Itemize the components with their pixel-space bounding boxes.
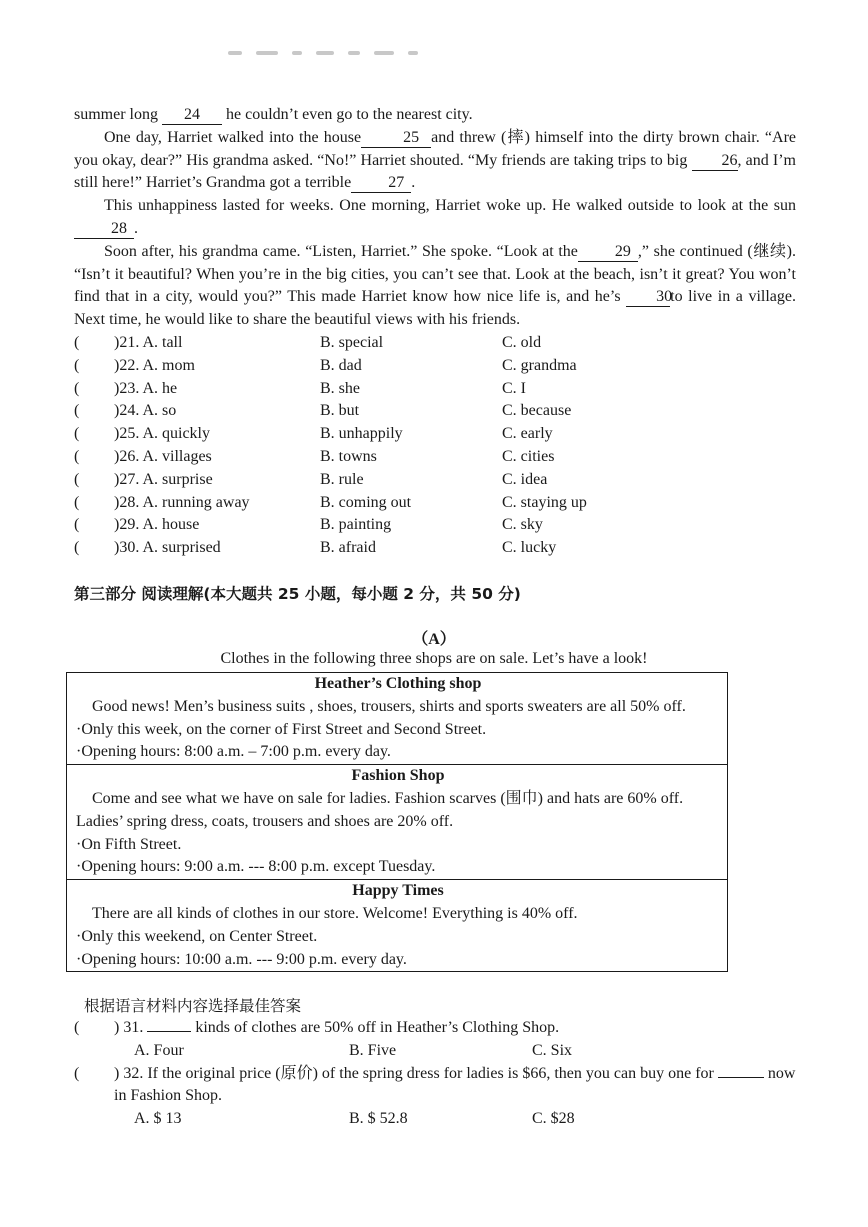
option-a <box>114 332 182 355</box>
option-a-text: A. he <box>142 379 178 397</box>
shop-description: There are all kinds of clothes in our store. Welcome! Everything is 40% off. <box>92 904 578 922</box>
option-b: B. $ 52.8 <box>349 1110 408 1128</box>
option-b: B. but <box>320 402 360 420</box>
option-a-text: A. running away <box>142 493 250 511</box>
question-text-tail: now in Fashion Shop. <box>114 1064 796 1105</box>
question-text-tail: kinds of clothes are 50% off in Heather’s Clothing Shop. <box>191 1019 560 1036</box>
option-c: C. $28 <box>532 1110 575 1128</box>
shop-cell-heathers <box>67 673 728 765</box>
option-b: B. dad <box>320 356 362 374</box>
option-a <box>114 469 213 492</box>
answer-paren: ( <box>74 470 80 488</box>
instruction-text: 根据语言材料内容选择最佳答案 <box>84 997 302 1015</box>
option-c: C. sky <box>502 516 543 534</box>
shop-hours: ·Opening hours: 10:00 a.m. --- 9:00 p.m. every day. <box>76 950 407 968</box>
blank-27: 27 <box>351 174 411 193</box>
shop-location: ·Only this week, on the corner of First Street and Second Street. <box>76 720 487 738</box>
question-text <box>114 1063 796 1109</box>
shop-row <box>67 765 728 880</box>
blank-26: 26 <box>692 152 738 171</box>
answer-paren: ( <box>74 402 80 420</box>
option-a <box>114 446 212 469</box>
option-a <box>114 514 199 537</box>
shop-row <box>67 673 728 765</box>
question-number: )29. <box>114 516 140 534</box>
answer-paren: ( <box>74 425 80 443</box>
question-number: )25. <box>114 425 140 443</box>
passage-paragraph-2 <box>74 127 796 195</box>
question-text <box>114 1017 796 1040</box>
shop-location: ·Only this weekend, on Center Street. <box>76 927 318 945</box>
option-c: C. lucky <box>502 539 557 557</box>
question-32-options <box>74 1108 796 1131</box>
option-b: B. towns <box>320 447 377 465</box>
answer-paren: ( <box>74 493 80 511</box>
option-c: C. old <box>502 334 542 351</box>
option-b: B. rule <box>320 470 364 488</box>
cloze-passage <box>74 104 796 332</box>
option-a: A. Four <box>134 1041 184 1059</box>
option-a <box>114 378 177 401</box>
passage-text: summer long <box>74 106 162 123</box>
option-b: B. painting <box>320 516 392 534</box>
option-b: B. unhappily <box>320 425 403 443</box>
answer-blank <box>147 1031 191 1032</box>
passage-text: he couldn’t even go to the nearest city. <box>222 106 473 123</box>
option-row <box>74 492 796 515</box>
option-c: C. I <box>502 379 526 397</box>
answer-paren: ( <box>74 1019 80 1036</box>
question-number: )22. <box>114 356 140 374</box>
option-row <box>74 378 796 401</box>
question-number: )27. <box>114 470 140 488</box>
answer-paren: ( <box>74 379 80 397</box>
option-row <box>74 446 796 469</box>
shop-hours: ·Opening hours: 8:00 a.m. – 7:00 p.m. every day. <box>76 743 391 761</box>
option-row <box>74 514 796 537</box>
shop-hours: ·Opening hours: 9:00 a.m. --- 8:00 p.m. except Tuesday. <box>76 858 436 876</box>
passage-text: Soon after, his grandma came. “Listen, Harriet.” She spoke. “Look at the <box>104 242 578 260</box>
shop-cell-fashion <box>67 765 728 880</box>
option-c: C. early <box>502 425 553 443</box>
question-number: )30. <box>114 539 140 557</box>
question-31 <box>74 1017 796 1040</box>
passage-text: . <box>411 174 416 192</box>
shop-table <box>66 672 728 972</box>
passage-text: and threw (摔) himself into the dirty brown chair. “Are you okay, dear?” His grandma asked. “No!” Harriet shouted. “My friends are taking trips to big <box>74 128 796 169</box>
option-b: B. coming out <box>320 493 412 511</box>
paren-close: ) <box>114 1019 120 1036</box>
option-row <box>74 537 796 560</box>
question-32 <box>74 1063 796 1109</box>
option-a-text: A. villages <box>142 447 212 465</box>
passage-text: This unhappiness lasted for weeks. One morning, Harriet woke up. He walked outside to look at the sun <box>104 197 796 215</box>
option-a <box>114 492 250 515</box>
question-number: )23. <box>114 379 140 397</box>
reading-questions <box>74 1017 796 1131</box>
question-31-options <box>74 1040 796 1063</box>
option-c: C. grandma <box>502 356 577 374</box>
option-b: B. she <box>320 379 360 397</box>
option-a-text: A. quickly <box>142 425 210 443</box>
option-a-text: A. house <box>142 516 200 534</box>
answer-blank <box>718 1077 764 1078</box>
option-row <box>74 332 796 355</box>
passage-text: ,” she continued (继续). “Isn’t it beautiful? When you’re in the big cities, you can’t see that. Look at the beach, isn’t it great? You won’t find that in a city, would you?” This made Harriet know how nice life is, and he’s <box>74 242 796 306</box>
shop-name: Happy Times <box>352 882 444 900</box>
passage-paragraph-3 <box>74 195 796 241</box>
blank-29: 29 <box>578 243 638 262</box>
option-c: C. staying up <box>502 493 587 511</box>
passage-text: One day, Harriet walked into the house <box>104 128 362 146</box>
option-row <box>74 400 796 423</box>
top-edge-marks <box>228 42 488 52</box>
question-number: 31. <box>119 1019 148 1036</box>
option-row <box>74 355 796 378</box>
answer-paren: ( <box>74 447 80 465</box>
passage-text: . <box>134 219 138 237</box>
option-a <box>114 423 210 446</box>
option-a-text: A. surprise <box>142 470 213 488</box>
question-number: )24. <box>114 402 140 420</box>
blank-28: 28 <box>74 220 134 239</box>
option-a: A. $ 13 <box>134 1110 182 1128</box>
section-heading: 第三部分 阅读理解(本大题共 25 小题，每小题 2 分，共 50 分) <box>74 585 521 603</box>
option-a-text: A. tall <box>142 334 183 351</box>
option-a-text: A. so <box>142 402 177 420</box>
option-c: C. Six <box>532 1041 573 1059</box>
option-row <box>74 469 796 492</box>
paren-close: ) <box>114 1064 120 1082</box>
shop-row <box>67 880 728 972</box>
option-c: C. because <box>502 402 572 420</box>
question-number: 32. If the original price (原价) of the spring dress for ladies is $66, then you can buy one for <box>119 1064 718 1082</box>
option-row <box>74 423 796 446</box>
cloze-options <box>74 332 796 560</box>
shop-cell-happy-times <box>67 880 728 972</box>
question-number: )26. <box>114 447 140 465</box>
option-a-text: A. surprised <box>142 539 221 557</box>
shop-description: Good news! Men’s business suits , shoes, trousers, shirts and sports sweaters are all 50% off. <box>92 697 686 715</box>
option-a-text: A. mom <box>142 356 195 374</box>
option-b: B. special <box>320 334 384 351</box>
answer-paren: ( <box>74 1064 80 1082</box>
option-b: B. afraid <box>320 539 376 557</box>
blank-24: 24 <box>162 106 222 125</box>
answer-paren: ( <box>74 334 80 351</box>
option-c: C. cities <box>502 447 555 465</box>
shop-description: Come and see what we have on sale for ladies. Fashion scarves (围巾) and hats are 60% off. Ladies’ spring dress, coats, trousers and shoes are 20% off. <box>76 789 684 830</box>
option-a <box>114 355 195 378</box>
question-number: )28. <box>114 493 140 511</box>
blank-30: 30 <box>626 288 670 307</box>
blank-25: 25 <box>361 129 431 148</box>
answer-paren: ( <box>74 539 80 557</box>
option-a <box>114 537 221 560</box>
passage-line-1 <box>74 104 796 127</box>
reading-a-label: （A） <box>412 631 456 648</box>
answer-paren: ( <box>74 356 80 374</box>
passage-paragraph-4 <box>74 241 796 332</box>
option-c: C. idea <box>502 470 548 488</box>
option-b: B. Five <box>349 1041 397 1059</box>
answer-paren: ( <box>74 516 80 534</box>
passage-text: to live in a village. Next time, he would like to share the beautiful views with his friends. <box>74 288 797 329</box>
option-a <box>114 400 176 423</box>
shop-name: Fashion Shop <box>351 767 445 785</box>
passage-text: , and I’m still here!” Harriet’s Grandma got a terrible <box>74 151 797 192</box>
reading-a-intro: Clothes in the following three shops are on sale. Let’s have a look! <box>220 650 648 667</box>
shop-name: Heather’s Clothing shop <box>314 675 482 692</box>
shop-location: ·On Fifth Street. <box>76 835 182 853</box>
question-number: )21. <box>114 334 140 351</box>
